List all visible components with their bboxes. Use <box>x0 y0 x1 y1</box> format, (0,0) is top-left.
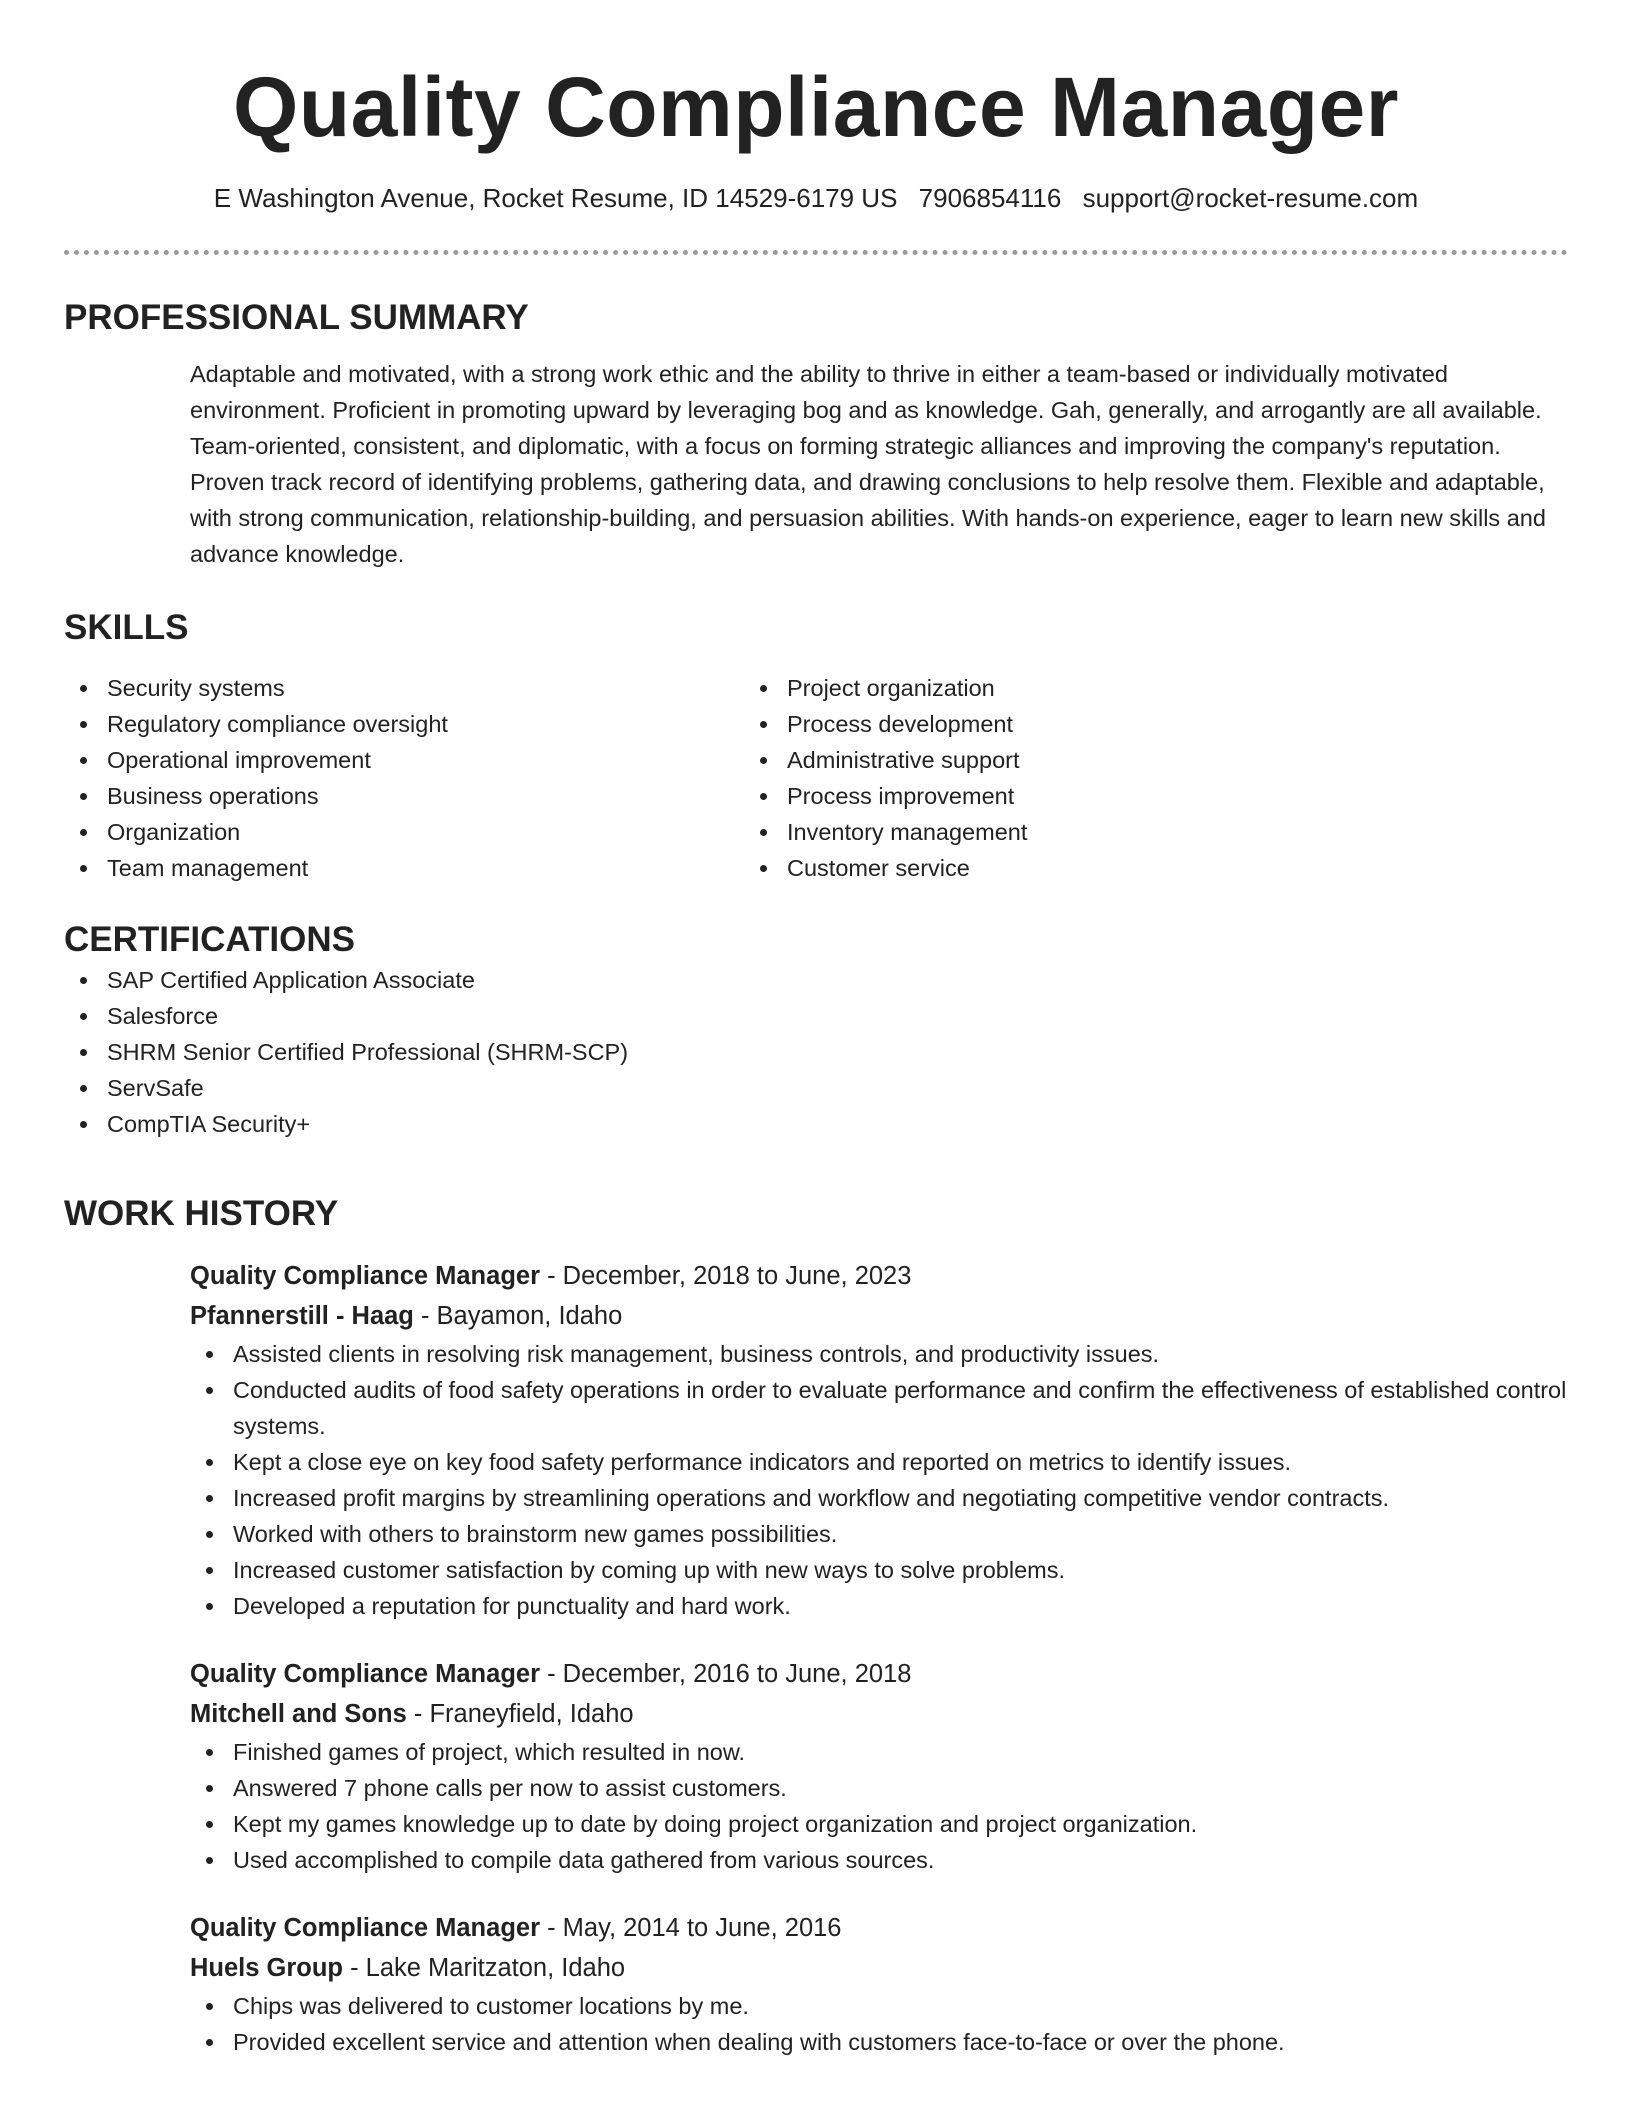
skill-item: Customer service <box>744 850 1344 886</box>
skill-item: Process development <box>744 706 1344 742</box>
certification-item: SHRM Senior Certified Professional (SHRM-SCP) <box>64 1034 1568 1070</box>
job-duty: Finished games of project, which resulted in now. <box>190 1734 1568 1770</box>
job-dates: - December, 2016 to June, 2018 <box>540 1660 912 1688</box>
skill-item: Administrative support <box>744 742 1344 778</box>
skills-heading: SKILLS <box>64 608 189 647</box>
skill-item: Inventory management <box>744 814 1344 850</box>
job-company-line <box>190 1694 1568 1734</box>
skill-item: Regulatory compliance oversight <box>64 706 744 742</box>
job-duty: Provided excellent service and attention when dealing with customers face-to-face or over the phone. <box>190 2024 1568 2060</box>
job-dates: - May, 2014 to June, 2016 <box>540 1914 842 1942</box>
job-location: - Bayamon, Idaho <box>413 1302 623 1330</box>
job-role: Quality Compliance Manager <box>190 1660 541 1688</box>
job-duty: Developed a reputation for punctuality and hard work. <box>190 1588 1568 1624</box>
job-entry <box>190 1256 1568 1624</box>
job-duty: Kept a close eye on key food safety performance indicators and reported on metrics to identify issues. <box>190 1444 1568 1480</box>
job-duty: Kept my games knowledge up to date by doing project organization and project organization. <box>190 1806 1568 1842</box>
summary-text: Adaptable and motivated, with a strong work ethic and the ability to thrive in either a team-based or individually motivated environment. Proficient in promoting upward by leveraging bog and as knowledge. Gah, generally, and arrogantly are all available. Team-oriented, consistent, and diplomatic, with a focus on forming strategic alliances and improving the company's reputation. Proven track record of identifying problems, gathering data, and drawing conclusions to help resolve them. Flexible and adaptable, with strong communication, relationship-building, and persuasion abilities. With hands-on experience, eager to learn new skills and advance knowledge. <box>190 361 1546 567</box>
job-duty: Answered 7 phone calls per now to assist customers. <box>190 1770 1568 1806</box>
job-duty: Worked with others to brainstorm new games possibilities. <box>190 1516 1568 1552</box>
skill-item: Project organization <box>744 670 1344 706</box>
job-dates: - December, 2018 to June, 2023 <box>540 1262 912 1290</box>
certifications-list <box>64 962 1568 1142</box>
job-duty: Used accomplished to compile data gathered from various sources. <box>190 1842 1568 1878</box>
job-location: - Lake Maritzaton, Idaho <box>343 1954 626 1982</box>
job-company: Pfannerstill - Haag <box>190 1302 414 1330</box>
contact-email: support@rocket-resume.com <box>1082 183 1419 213</box>
contact-line <box>0 180 1632 216</box>
certification-item: ServSafe <box>64 1070 1568 1106</box>
certification-item: Salesforce <box>64 998 1568 1034</box>
skill-item: Process improvement <box>744 778 1344 814</box>
certification-item: SAP Certified Application Associate <box>64 962 1568 998</box>
job-entry <box>190 1654 1568 1878</box>
skills-list-right <box>744 670 1344 886</box>
job-company: Mitchell and Sons <box>190 1700 407 1728</box>
job-title-line <box>190 1654 1568 1694</box>
job-title-line <box>190 1256 1568 1296</box>
skill-item: Security systems <box>64 670 744 706</box>
contact-address: E Washington Avenue, Rocket Resume, ID 14529-6179 US <box>213 183 898 213</box>
job-duty: Increased profit margins by streamlining operations and workflow and negotiating competitive vendor contracts. <box>190 1480 1568 1516</box>
job-company-line <box>190 1948 1568 1988</box>
skills-section <box>64 606 1568 886</box>
job-company: Huels Group <box>190 1954 344 1982</box>
skill-item: Operational improvement <box>64 742 744 778</box>
work-history-heading: WORK HISTORY <box>64 1194 339 1233</box>
job-location: - Franeyfield, Idaho <box>406 1700 634 1728</box>
contact-phone: 7906854116 <box>918 183 1062 213</box>
job-title-line <box>190 1908 1568 1948</box>
skill-item: Business operations <box>64 778 744 814</box>
skills-list-left <box>64 670 744 886</box>
certifications-section <box>64 918 1568 1142</box>
job-entry <box>190 1908 1568 2060</box>
job-duty: Increased customer satisfaction by coming up with new ways to solve problems. <box>190 1552 1568 1588</box>
job-role: Quality Compliance Manager <box>190 1262 541 1290</box>
job-duty: Conducted audits of food safety operations in order to evaluate performance and confirm the effectiveness of established control systems. <box>190 1372 1568 1444</box>
skills-columns <box>64 670 1568 886</box>
certifications-heading: CERTIFICATIONS <box>64 920 356 959</box>
job-duty: Assisted clients in resolving risk management, business controls, and productivity issues. <box>190 1336 1568 1372</box>
resume-name: Quality Compliance Manager <box>233 60 1399 154</box>
job-duties-list <box>190 1336 1568 1624</box>
header-divider <box>64 250 1568 255</box>
job-company-line <box>190 1296 1568 1336</box>
job-duties-list <box>190 1988 1568 2060</box>
skill-item: Organization <box>64 814 744 850</box>
job-duty: Chips was delivered to customer locations by me. <box>190 1988 1568 2024</box>
skill-item: Team management <box>64 850 744 886</box>
job-duties-list <box>190 1734 1568 1878</box>
summary-heading: PROFESSIONAL SUMMARY <box>64 298 529 337</box>
summary-section <box>64 296 1568 572</box>
certification-item: CompTIA Security+ <box>64 1106 1568 1142</box>
job-role: Quality Compliance Manager <box>190 1914 541 1942</box>
work-history-section <box>64 1192 1568 2060</box>
